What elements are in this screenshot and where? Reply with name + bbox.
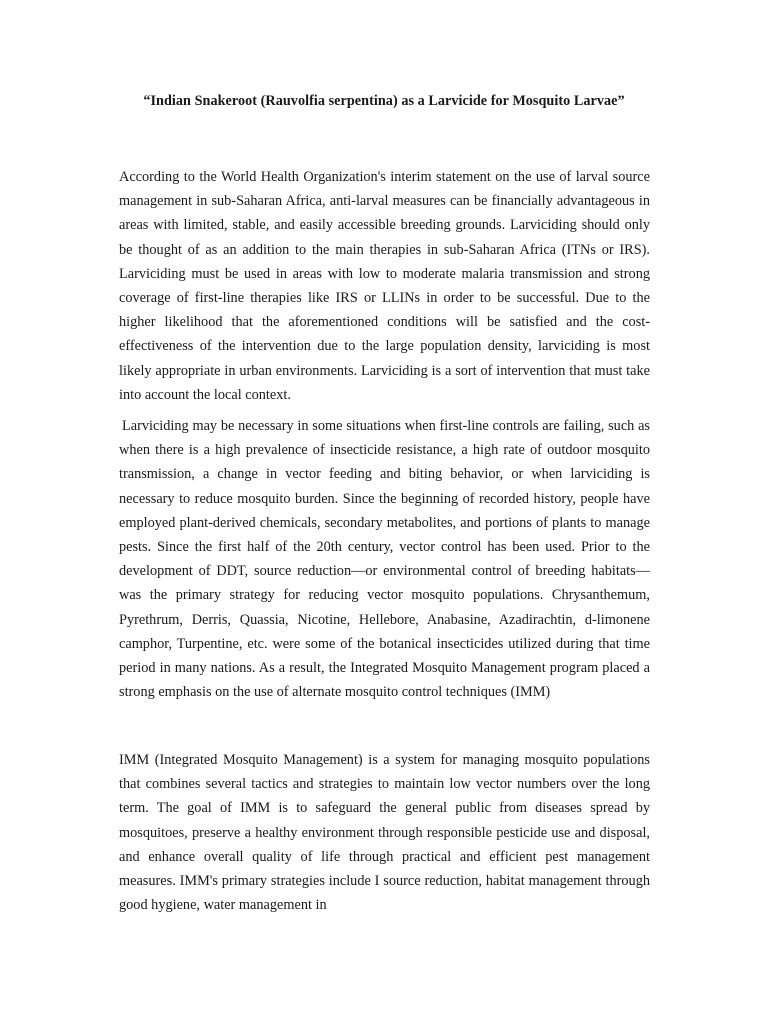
paragraph-who-larval-source-management: According to the World Health Organization's interim statement on the use of larval source management in sub-Saharan Africa, anti-larval measures can be financially advantageous in areas with limited, stable, and easily accessible breeding grounds. Larviciding should only be thought of as an addition to the main therapies in sub-Saharan Africa (ITNs or IRS). Larviciding must be used in areas with low to moderate malaria transmission and strong coverage of first-line therapies like IRS or LLINs in order to be successful. Due to the higher likelihood that the aforementioned conditions will be satisfied and the cost-effectiveness of the intervention due to the large population density, larviciding is most likely appropriate in urban environments. Larviciding is a sort of intervention that must take into account the local context.: [119, 169, 650, 403]
document-title: “Indian Snakeroot (Rauvolfia serpentina) as a Larvicide for Mosquito Larvae”: [143, 93, 625, 109]
paragraph-integrated-mosquito-management: IMM (Integrated Mosquito Management) is a system for managing mosquito populations that combines several tactics and strategies to maintain low vector numbers over the long term. The goal of IMM is to safeguard the general public from diseases spread by mosquitoes, preserve a healthy environment through responsible pesticide use and disposal, and enhance overall quality of life through practical and efficient pest management measures. IMM's primary strategies include I source reduction, habitat management through good hygiene, water management in: [119, 752, 650, 914]
paragraph-larviciding-history: Larviciding may be necessary in some situations when first-line controls are failing, such as when there is a high prevalence of insecticide resistance, a high rate of outdoor mosquito transmission, a change in vector feeding and biting behavior, or when larviciding is necessary to reduce mosquito burden. Since the beginning of recorded history, people have employed plant-derived chemicals, secondary metabolites, and portions of plants to manage pests. Since the first half of the 20th century, vector control has been used. Prior to the development of DDT, source reduction—or environmental control of breeding habitats—was the primary strategy for reducing vector mosquito populations. Chrysanthemum, Pyrethrum, Derris, Quassia, Nicotine, Hellebore, Anabasine, Azadirachtin, d-limonene camphor, Turpentine, etc. were some of the botanical insecticides utilized during that time period in many nations. As a result, the Integrated Mosquito Management program placed a strong emphasis on the use of alternate mosquito control techniques (IMM): [119, 418, 650, 701]
